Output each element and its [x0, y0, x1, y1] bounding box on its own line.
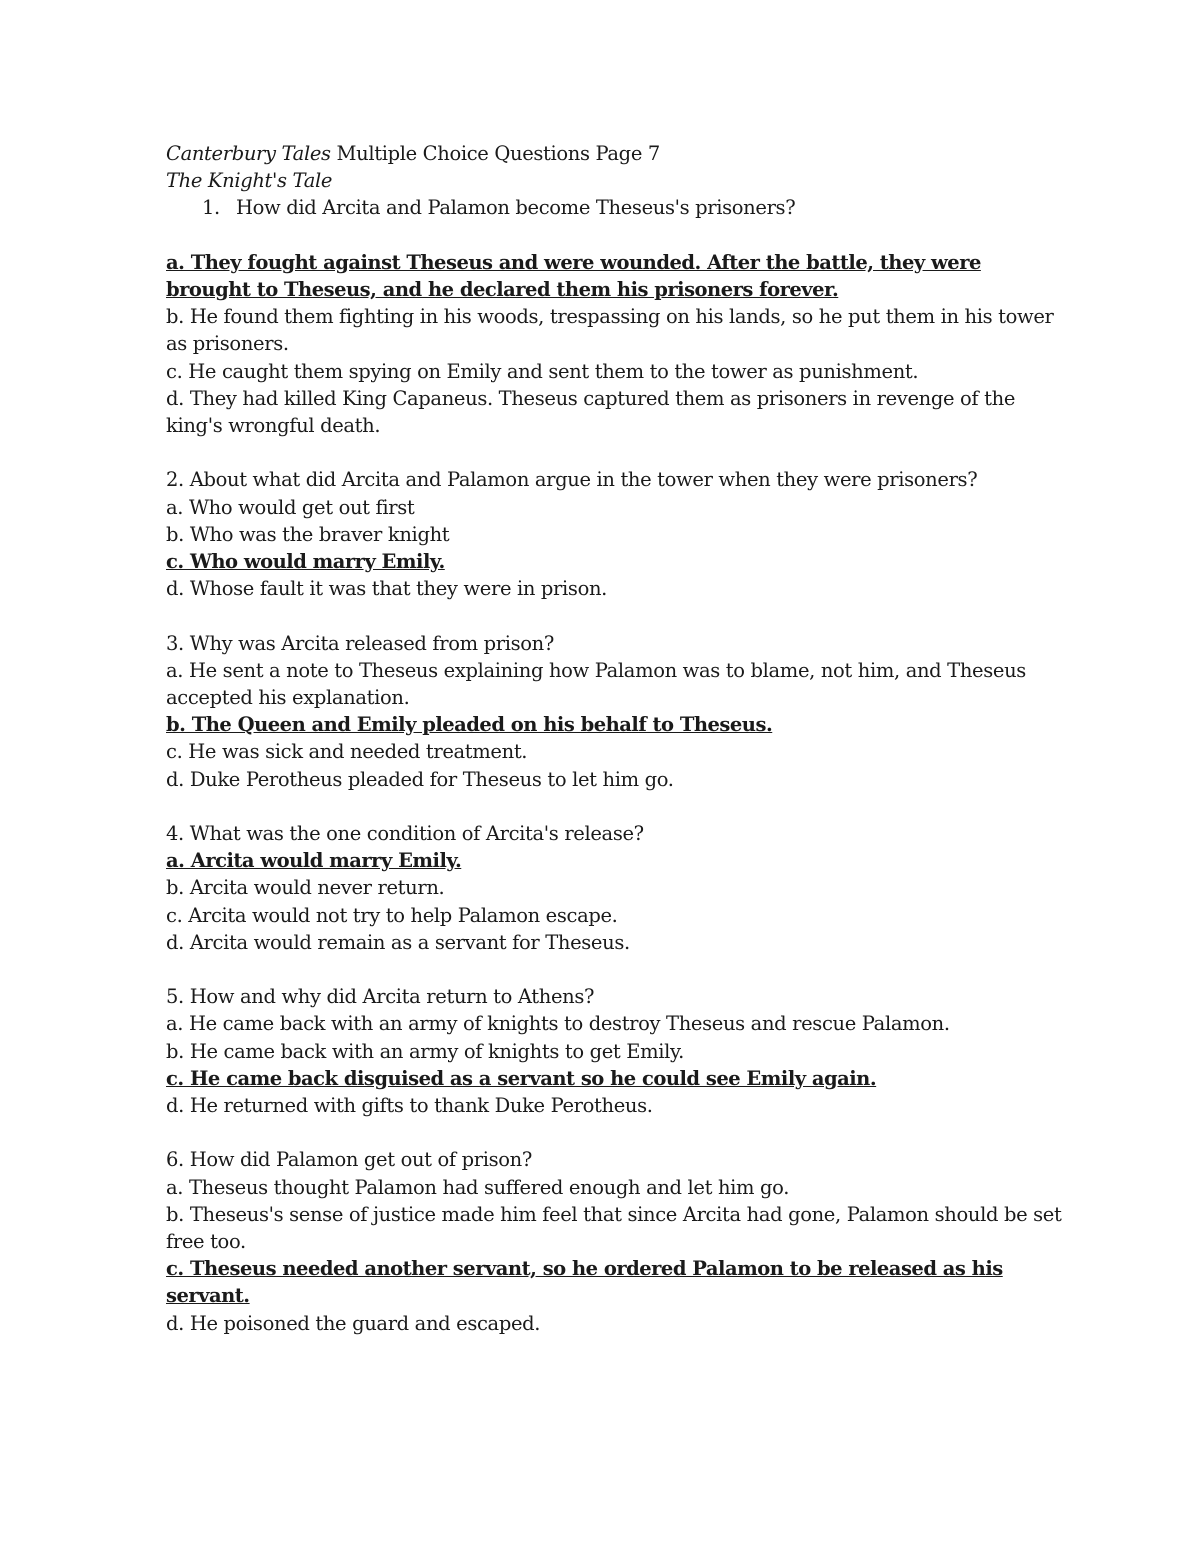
page-subtitle: The Knight's Tale [166, 169, 333, 193]
option-5c: c. He came back disguised as a servant so he could see Emily again. [166, 1066, 877, 1090]
option-3c: c. He was sick and needed treatment. [166, 740, 528, 764]
option-6d: d. He poisoned the guard and escaped. [166, 1311, 541, 1335]
page-title [166, 140, 1066, 167]
question-text: How did Arcita and Palamon become Theseus's prisoners? [236, 196, 796, 220]
question-number: 1. [202, 196, 220, 220]
option-4d: d. Arcita would remain as a servant for Theseus. [166, 930, 630, 954]
option-2c: c. Who would marry Emily. [166, 550, 445, 574]
option-2d: d. Whose fault it was that they were in prison. [166, 577, 608, 601]
question-4: 4. What was the one condition of Arcita's release? [166, 822, 644, 846]
title-italic: Canterbury Tales [166, 142, 331, 165]
option-3b: b. The Queen and Emily pleaded on his behalf to Theseus. [166, 713, 773, 737]
option-4a: a. Arcita would marry Emily. [166, 849, 462, 873]
option-1d: d. They had killed King Capaneus. Theseus captured them as prisoners in revenge of the king's wrongful death. [166, 386, 1016, 438]
option-2a: a. Who would get out first [166, 495, 415, 519]
option-4c: c. Arcita would not try to help Palamon escape. [166, 903, 618, 927]
option-6c: c. Theseus needed another servant, so he ordered Palamon to be released as his servant. [166, 1257, 1003, 1308]
option-5d: d. He returned with gifts to thank Duke Perotheus. [166, 1094, 653, 1118]
option-2b: b. Who was the braver knight [166, 522, 450, 546]
title-rest: Multiple Choice Questions Page 7 [330, 142, 660, 165]
option-3d: d. Duke Perotheus pleaded for Theseus to let him go. [166, 767, 674, 791]
option-1c: c. He caught them spying on Emily and sent them to the tower as punishment. [166, 359, 919, 383]
option-5a: a. He came back with an army of knights to destroy Theseus and rescue Palamon. [166, 1012, 950, 1036]
question-5: 5. How and why did Arcita return to Athens? [166, 985, 595, 1009]
option-4b: b. Arcita would never return. [166, 876, 445, 900]
document-page [166, 140, 1066, 1337]
option-1a: a. They fought against Theseus and were wounded. After the battle, they were brought to Theseus, and he declared them his prisoners forever. [166, 250, 981, 301]
option-3a: a. He sent a note to Theseus explaining how Palamon was to blame, not him, and Theseus accepted his explanation. [166, 658, 1026, 710]
option-5b: b. He came back with an army of knights to get Emily. [166, 1039, 684, 1063]
question-3: 3. Why was Arcita released from prison? [166, 631, 554, 655]
option-6b: b. Theseus's sense of justice made him feel that since Arcita had gone, Palamon should be set free too. [166, 1202, 1062, 1254]
question-1 [166, 194, 1066, 221]
question-6: 6. How did Palamon get out of prison? [166, 1148, 532, 1172]
option-6a: a. Theseus thought Palamon had suffered enough and let him go. [166, 1175, 790, 1199]
question-2: 2. About what did Arcita and Palamon argue in the tower when they were prisoners? [166, 468, 978, 492]
option-1b: b. He found them fighting in his woods, trespassing on his lands, so he put them in his tower as prisoners. [166, 305, 1054, 356]
